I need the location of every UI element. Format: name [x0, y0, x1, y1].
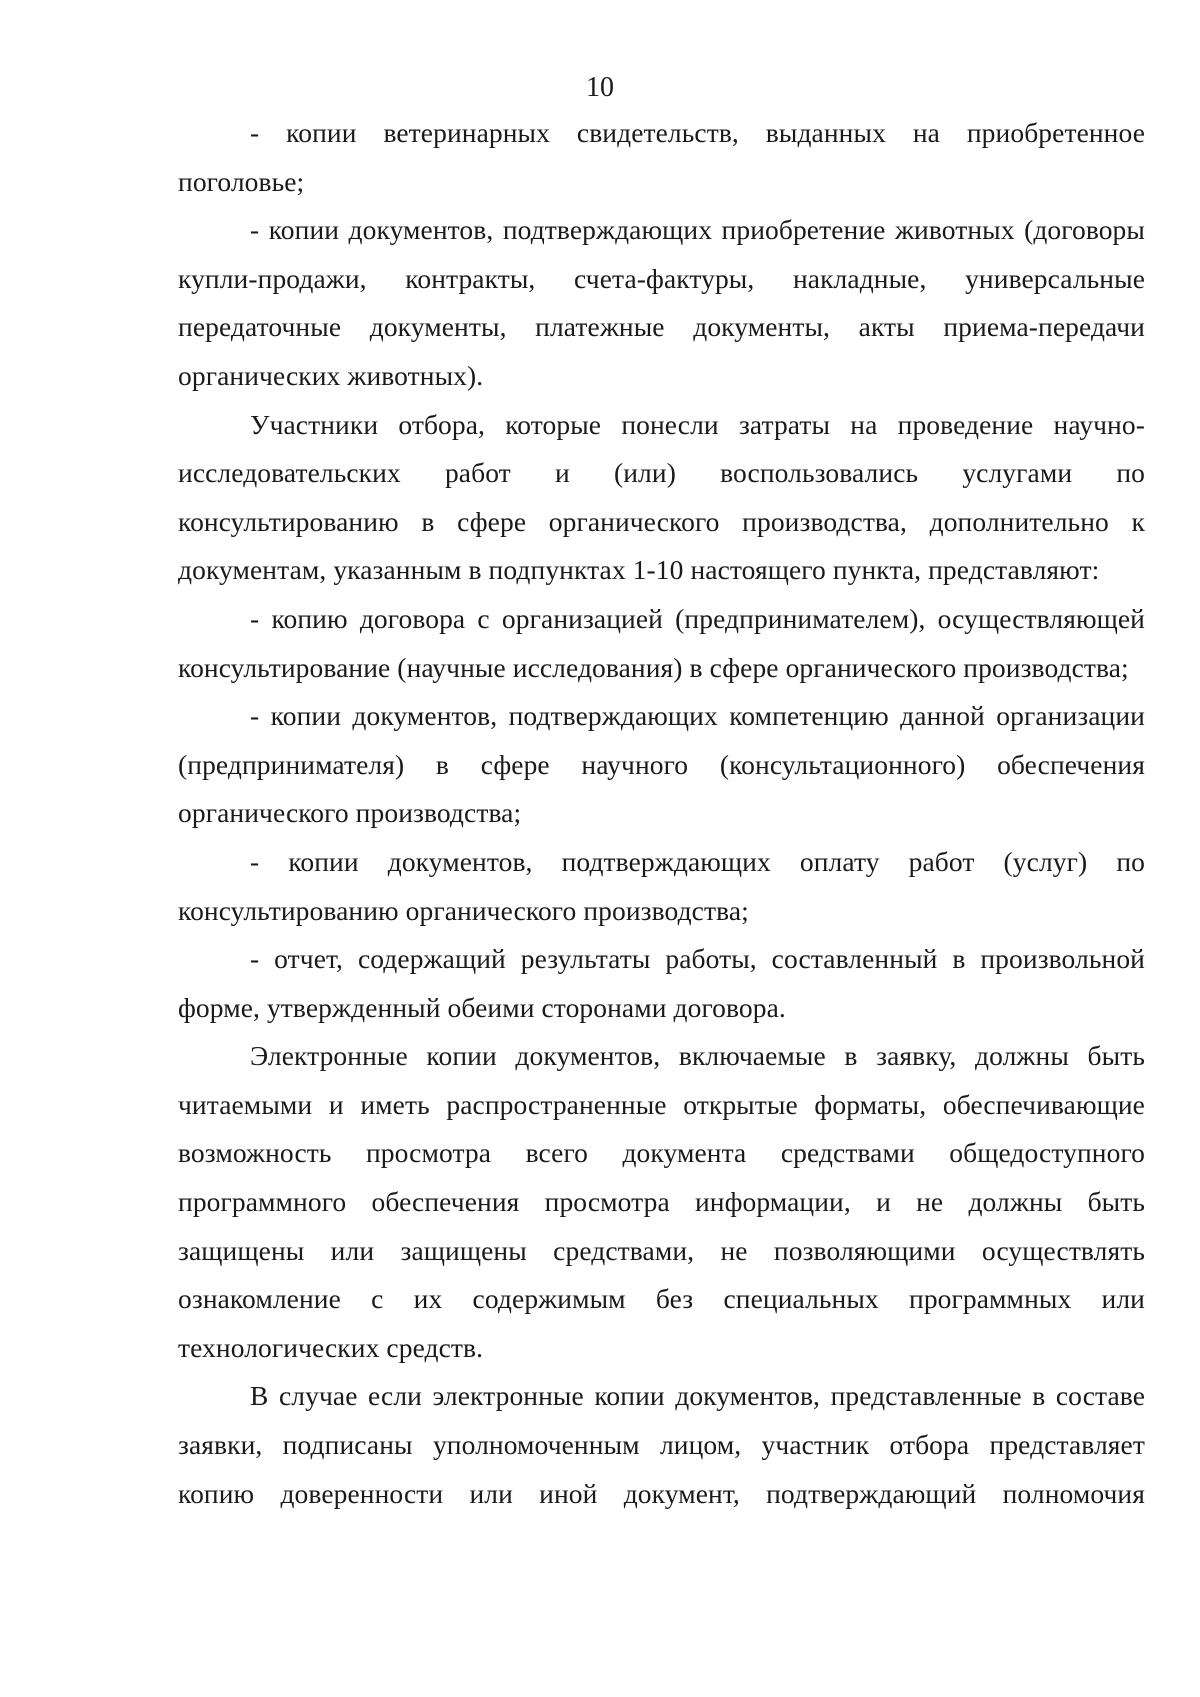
paragraph-competence-documents: - копии документов, подтверждающих компетенцию данной организации (предпринимателя) в сфере научного (консультационного) обеспечения органического производства; [178, 700, 1145, 829]
paragraph-authorized-person: В случае если электронные копии документов, представленные в составе заявки, подписаны уполномоченным лицом, участник отбора представляет копию доверенности или иной документ, подтверждающий полномочия [178, 1380, 1145, 1509]
paragraph-electronic-copies: Электронные копии документов, включаемые в заявку, должны быть читаемыми и иметь распространенные открытые форматы, обеспечивающие возможность просмотра всего документа средствами общедоступного программного обеспечения просмотра информации, и не должны быть защищены или защищены средствами, не позволяющими осуществлять ознакомление с их содержимым без специальных программных или технологических средств. [178, 1040, 1145, 1363]
paragraph-work-report: - отчет, содержащий результаты работы, составленный в произвольной форме, утвержденный обеими сторонами договора. [178, 943, 1145, 1023]
paragraph-payment-documents: - копии документов, подтверждающих оплату работ (услуг) по консультированию органического производства; [178, 845, 1145, 926]
paragraph-vet-certificates: - копии ветеринарных свидетельств, выданных на приобретенное поголовье; [178, 117, 1145, 197]
page-number: 10 [586, 72, 614, 103]
paragraph-research-participants: Участники отбора, которые понесли затраты на проведение научно-исследовательских работ и (или) воспользовались услугами по консультированию в сфере органического производства, дополнительно к документам, указанным в подпунктах 1-10 настоящего пункта, представляют: [178, 408, 1145, 586]
document-text [178, 109, 1145, 1518]
paragraph-consulting-contract: - копию договора с организацией (предпринимателем), осуществляющей консультирование (научные исследования) в сфере органического производства; [178, 602, 1145, 683]
paragraph-animal-purchase-documents: - копии документов, подтверждающих приобретение животных (договоры купли-продажи, контракты, счета-фактуры, накладные, универсальные передаточные документы, платежные документы, акты приема-передачи органических животных). [178, 214, 1145, 391]
